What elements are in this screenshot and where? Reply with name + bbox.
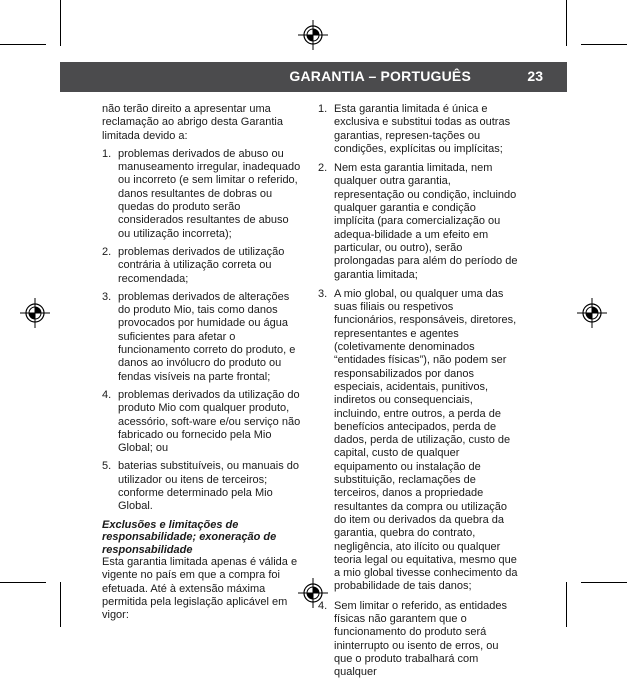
page-title: GARANTIA – PORTUGUÊS (289, 68, 471, 84)
limitations-list (318, 103, 518, 679)
header-bar (60, 62, 567, 92)
list-item (102, 389, 302, 455)
right-column (318, 103, 518, 685)
list-item-text: Esta garantia limitada é única e exclusiva e substitui todas as outras garantias, represen-tações ou condições, explícitas ou implícitas; (334, 103, 511, 155)
section-body: Esta garantia limitada apenas é válida e vigente no país em que a compra foi efetuada. Até à extensão máxima permitida pela legislação aplicável em vigor: (102, 556, 298, 622)
list-item (102, 246, 302, 286)
list-item-text: Sem limitar o referido, as entidades físicas não garantem que o funcionamento do produto será ininterrupto ou isento de erros, ou que o produto trabalhará com qualquer (334, 599, 508, 679)
list-item-text: problemas derivados de alterações do produto Mio, tais como danos provocados por humidade ou água suficientes para afetar o funcionamento correto do produto, e danos ao invólucro do produto ou fendas visíveis na parte frontal; (118, 290, 296, 383)
list-item (102, 291, 302, 384)
list-item-text: problemas derivados da utilização do produto Mio com qualquer produto, acessório, soft-ware e/ou serviço não fabricado ou fornecido pela Mio Global; ou (118, 388, 301, 455)
list-item-text: problemas derivados de abuso ou manuseamento irregular, inadequado ou incorreto (e sem limitar o referido, danos resultantes de dobras ou quedas do produto serão considerados resultantes de abuso ou utilização incorreta); (118, 147, 301, 240)
section-heading: Exclusões e limitações de responsabilidade; exoneração de responsabilidade (102, 518, 277, 556)
page-number: 23 (527, 68, 543, 84)
list-item-number: 1. (102, 147, 112, 160)
registration-mark-icon (577, 298, 607, 328)
list-item-number: 1. (318, 103, 328, 115)
crop-mark (0, 582, 46, 583)
list-item (102, 460, 302, 513)
list-item-number: 3. (318, 287, 328, 300)
crop-mark (0, 44, 46, 45)
list-item-text: A mio global, ou qualquer uma das suas filiais ou respetivos funcionários, responsáveis, diretores, representantes e agentes (coletivamente denominados “entidades físicas”), não podem ser responsabilizados por danos especiais, acidentais, punitivos, indiretos ou consequenciais, incluindo, entre outros, a perda de benefícios antecipados, perda de dados, perda de utilização, custo de capital, custo de qualquer equipamento ou instalação de substituição, reclamações de terceiros, danos a propriedade resultantes da compra ou utilização do item ou derivados da quebra da garantia, quebra do contrato, negligência, ato ilícito ou qualquer teoria legal ou equitativa, mesmo que a mio global tivesse conhecimento da probabilidade de tais danos; (334, 287, 518, 593)
crop-mark (581, 44, 627, 45)
list-item-text: problemas derivados de utilização contrária à utilização correta ou recomendada; (118, 245, 285, 285)
list-item (318, 103, 518, 156)
registration-mark-icon (20, 298, 50, 328)
list-item-text: baterias substituíveis, ou manuais do utilizador ou itens de terceiros; conforme determinado pela Mio Global. (118, 460, 299, 513)
crop-mark (566, 0, 567, 46)
list-item (318, 600, 518, 680)
list-item (318, 288, 518, 594)
list-item-number: 3. (102, 290, 112, 303)
list-item-number: 4. (102, 388, 112, 401)
registration-mark-icon (298, 20, 328, 50)
crop-mark (566, 582, 567, 627)
left-column (102, 103, 302, 623)
crop-mark (60, 0, 61, 46)
intro-paragraph: não terão direito a apresentar uma reclamação ao abrigo desta Garantia limitada devido a: (102, 103, 283, 142)
crop-mark (60, 582, 61, 627)
list-item (318, 162, 518, 282)
list-item-number: 5. (102, 460, 112, 473)
crop-mark (581, 582, 627, 583)
list-item (102, 148, 302, 241)
exclusions-list (102, 148, 302, 514)
list-item-text: Nem esta garantia limitada, nem qualquer outra garantia, representação ou condição, incluindo qualquer garantia e condição implícita (para comercialização ou adequa-bilidade a um efeito em particular, ou outro), serão prolongadas para além do período de garantia limitada; (334, 162, 518, 281)
list-item-number: 2. (318, 162, 328, 175)
list-item-number: 2. (102, 245, 112, 258)
list-item-number: 4. (318, 599, 328, 612)
